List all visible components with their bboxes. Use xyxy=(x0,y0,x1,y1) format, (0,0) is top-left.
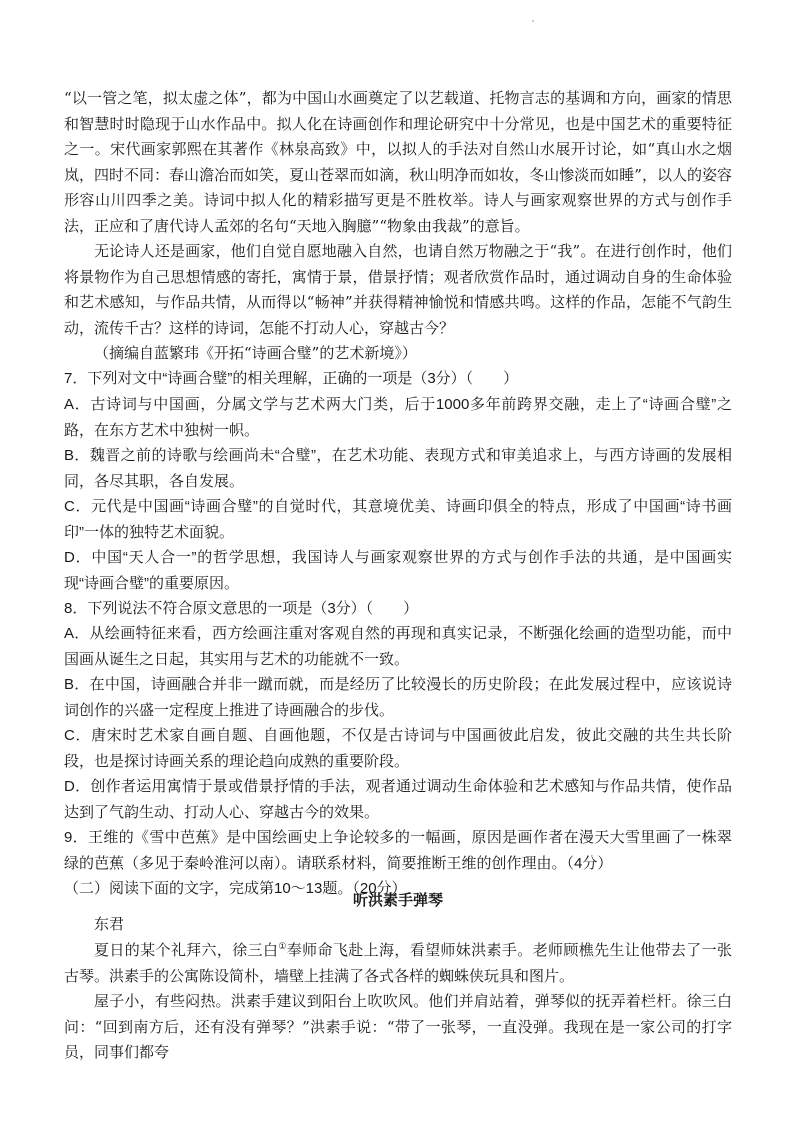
story-paragraph-1-rest: 奉师命飞赴上海，看望师妹洪素手。老师顾樵先生让他带去了一张古琴。洪素手的公寓陈设简朴，墙壁上挂满了各式各样的蜘蛛侠玩具和图片。 xyxy=(64,941,732,985)
footnote-marker: ① xyxy=(278,942,287,952)
question-8-stem: 8．下列说法不符合原文意思的一项是（3分）（ ） xyxy=(64,600,419,617)
question-8-option-a: A．从绘画特征来看，西方绘画注重对客观自然的再现和真实记录，不断强化绘画的造型功能，而中国画从诞生之日起，其实用与艺术的功能就不一致。 xyxy=(64,625,732,668)
question-8-option-d: D．创作者运用寓情于景或借景抒情的手法，观者通过调动生命体验和艺术感知与作品共情，使作品达到了气韵生动、打动人心、穿越古今的效果。 xyxy=(64,778,732,821)
question-8-option-b: B．在中国，诗画融合并非一蹴而就，而是经历了比较漫长的历史阶段；在此发展过程中，应该说诗词创作的兴盛一定程度上推进了诗画融合的步伐。 xyxy=(64,676,732,719)
passage-paragraph-1: “以一管之笔，拟太虚之体”，都为中国山水画奠定了以艺载道、托物言志的基调和方向，画家的情思和智慧时时隐现于山水作品中。拟人化在诗画创作和理论研究中十分常见，也是中国艺术的重要特征之一。宋代画家郭熙在其著作《林泉高致》中，以拟人的手法对自然山水展开讨论，如“真山水之烟岚，四时不同：春山澹冶而如笑，夏山苍翠而如滴，秋山明净而如妆，冬山惨淡而如睡”，以人的姿容形容山川四季之美。诗词中拟人化的精彩描写更是不胜枚举。诗人与画家观察世界的方式与创作手法，正应和了唐代诗人孟郊的名句“天地入胸臆”“物象由我裁”的意旨。 xyxy=(64,89,732,235)
question-9: 9．王维的《雪中芭蕉》是中国绘画史上争论较多的一幅画，原因是画作者在漫天大雪里画了一株翠绿的芭蕉（多见于秦岭淮河以南）。请联系材料，简要推断王维的创作理由。（4分） xyxy=(64,829,732,872)
passage-source: （摘编自蓝繁玮《开拓“诗画合璧”的艺术新境》） xyxy=(94,344,417,362)
story-paragraph-1-start: 夏日的某个礼拜六，徐三白 xyxy=(94,941,279,959)
question-7-option-d: D．中国“天人合一”的哲学思想，我国诗人与画家观察世界的方式与创作手法的共通，是中国画实现“诗画合璧”的重要原因。 xyxy=(64,549,732,592)
question-7-option-c: C．元代是中国画“诗画合璧”的自觉时代，其意境优美、诗画印俱全的特点，形成了中国画“诗书画印”一体的独特艺术面貌。 xyxy=(64,498,732,541)
question-7-option-b: B．魏晋之前的诗歌与绘画尚未“合璧”，在艺术功能、表现方式和审美追求上，与西方诗画的发展相同，各尽其职，各自发展。 xyxy=(64,447,732,490)
story-author: 东君 xyxy=(94,915,125,933)
story-paragraph-1 xyxy=(64,938,732,989)
question-7-option-a: A．古诗词与中国画，分属文学与艺术两大门类，后于1000多年前跨界交融，走上了“诗画合璧”之路，在东方艺术中独树一帜。 xyxy=(64,396,732,439)
question-7-stem: 7．下列对文中“诗画合璧”的相关理解，正确的一项是（3分）（ ） xyxy=(64,370,519,387)
section-2-heading: （二）阅读下面的文字，完成第10～13题。（20分） xyxy=(64,880,407,897)
passage-paragraph-2: 无论诗人还是画家，他们自觉自愿地融入自然，也请自然万物融之于“我”。在进行创作时，他们将景物作为自己思想情感的寄托，寓情于景，借景抒情；观者欣赏作品时，通过调动自身的生命体验和艺术感知，与作品共情，从而得以“畅神”并获得精神愉悦和情感共鸣。这样的作品，怎能不气韵生动，流传千古？这样的诗词，怎能不打动人心，穿越古今？ xyxy=(64,242,732,337)
story-title: 听洪素手弹琴 xyxy=(352,891,443,909)
scan-speck xyxy=(532,20,534,22)
question-8-option-c: C．唐宋时艺术家自画自题、自画他题，不仅是古诗词与中国画彼此启发，彼此交融的共生共长阶段，也是探讨诗画关系的理论趋向成熟的重要阶段。 xyxy=(64,727,732,770)
story-paragraph-2: 屋子小，有些闷热。洪素手建议到阳台上吹吹风。他们并肩站着，弹琴似的抚弄着栏杆。徐三白问：“回到南方后，还有没有弹琴？”洪素手说：“带了一张琴，一直没弹。我现在是一家公司的打字员，同事们都夸 xyxy=(64,992,732,1061)
